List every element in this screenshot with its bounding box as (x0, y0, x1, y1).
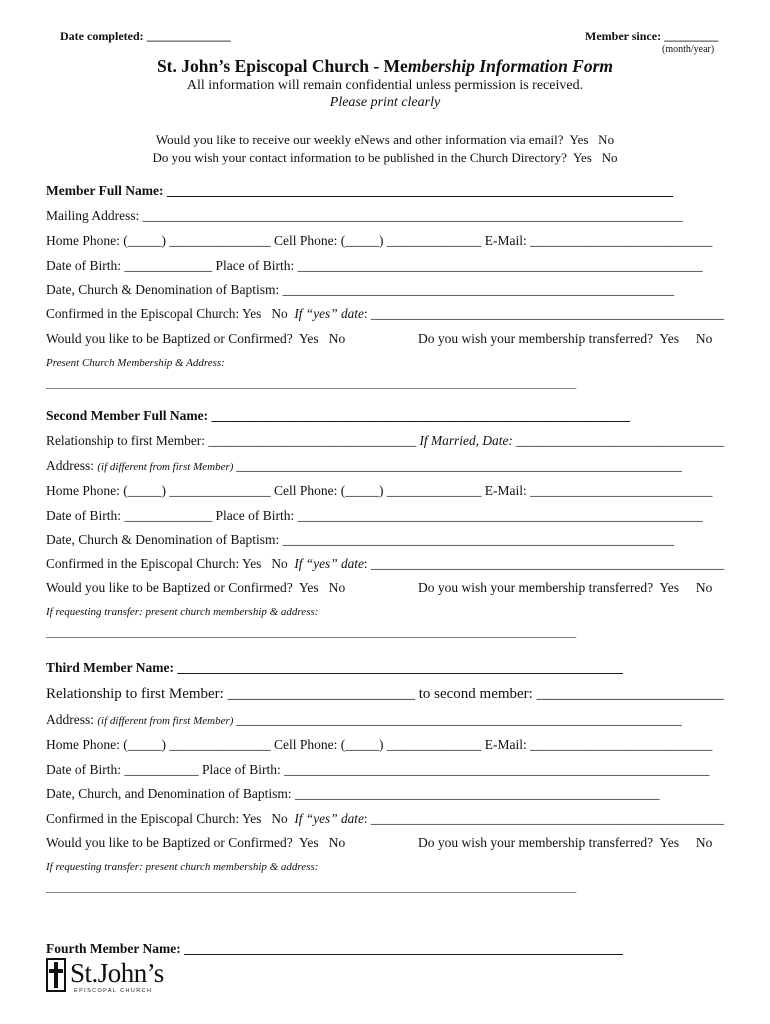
member2-baptized-question[interactable]: Would you like to be Baptized or Confirmed? Yes No (46, 580, 346, 595)
member1-present-church-label: Present Church Membership & Address: (46, 357, 225, 369)
enews-question[interactable]: Would you like to receive our weekly eNews and other information via email? Yes No (155, 132, 615, 147)
member3-relationship-field[interactable]: Relationship to first Member: _________________________ to second member: _________________________ (46, 686, 725, 702)
member1-mailing-address-field[interactable]: Mailing Address: ________________________________________________________________________________ (46, 208, 683, 223)
member1-present-church-line[interactable]: ____________________________________________________________________________________________________ (46, 378, 577, 390)
member1-baptism-field[interactable]: Date, Church & Denomination of Baptism: __________________________________________________________ (46, 282, 675, 297)
member3-present-church-line[interactable]: ____________________________________________________________________________________________________ (46, 882, 577, 894)
member1-baptized-question[interactable]: Would you like to be Baptized or Confirmed? Yes No (46, 331, 346, 346)
member3-baptism-field[interactable]: Date, Church, and Denomination of Baptism: ______________________________________________________ (46, 786, 660, 801)
member2-present-church-line[interactable]: ____________________________________________________________________________________________________ (46, 627, 577, 639)
form-title: St. John’s Episcopal Church - Membership Information Form (156, 56, 614, 76)
member1-confirmed-field[interactable]: Confirmed in the Episcopal Church: Yes No If “yes” date: _____________________________________________________ (46, 306, 725, 321)
member3-confirmed-field[interactable]: Confirmed in the Episcopal Church: Yes No If “yes” date: _____________________________________________________ (46, 811, 725, 826)
member2-address-field[interactable]: Address: (if different from first Member) __________________________________________________________________ (46, 458, 682, 473)
member2-transfer-label: If requesting transfer: present church membership & address: (46, 606, 319, 618)
member2-transfer-question[interactable]: Do you wish your membership transferred? Yes No (418, 580, 713, 595)
member2-confirmed-field[interactable]: Confirmed in the Episcopal Church: Yes No If “yes” date: _____________________________________________________ (46, 556, 725, 571)
member2-relationship-field[interactable]: Relationship to first Member: _______________________________ If Married, Date: _______________________________ (46, 433, 724, 448)
member3-full-name-field[interactable]: Third Member Name: __________________________________________________________________ (46, 660, 623, 675)
logo-wordmark: St.John’s (70, 958, 164, 988)
member2-full-name-field[interactable]: Second Member Full Name: ______________________________________________________________ (46, 408, 630, 423)
logo-subtitle: EPISCOPAL CHURCH (74, 988, 153, 994)
member2-birth-field[interactable]: Date of Birth: _____________ Place of Birth: ____________________________________________________________ (46, 508, 703, 523)
member3-baptized-question[interactable]: Would you like to be Baptized or Confirmed? Yes No (46, 835, 346, 850)
member1-phones-field[interactable]: Home Phone: (_____) _______________ Cell Phone: (_____) ______________ E-Mail: ___________________________ (46, 233, 713, 248)
member2-phones-field[interactable]: Home Phone: (_____) _______________ Cell Phone: (_____) ______________ E-Mail: ___________________________ (46, 483, 713, 498)
member2-baptism-field[interactable]: Date, Church & Denomination of Baptism: __________________________________________________________ (46, 532, 675, 547)
member3-transfer-label: If requesting transfer: present church membership & address: (46, 861, 319, 873)
member1-full-name-field[interactable]: Member Full Name: ___________________________________________________________________________ (46, 183, 674, 198)
member3-phones-field[interactable]: Home Phone: (_____) _______________ Cell Phone: (_____) ______________ E-Mail: ___________________________ (46, 737, 713, 752)
confidentiality-note: All information will remain confidential unless permission is received. (186, 78, 584, 93)
print-clearly-note: Please print clearly (329, 95, 441, 110)
member1-transfer-question[interactable]: Do you wish your membership transferred? Yes No (418, 331, 713, 346)
cross-icon (46, 958, 66, 992)
member1-birth-field[interactable]: Date of Birth: _____________ Place of Birth: ____________________________________________________________ (46, 258, 703, 273)
month-year-hint: (month/year) (662, 44, 715, 55)
member4-full-name-field[interactable]: Fourth Member Name: _________________________________________________________________ (46, 941, 623, 956)
member3-address-field[interactable]: Address: (if different from first Member) __________________________________________________________________ (46, 712, 682, 727)
member3-transfer-question[interactable]: Do you wish your membership transferred? Yes No (418, 835, 713, 850)
church-logo (46, 958, 186, 998)
member-since-field[interactable]: Member since: _________ (585, 29, 719, 43)
directory-question[interactable]: Do you wish your contact information to be published in the Church Directory? Yes No (152, 150, 618, 165)
date-completed-field[interactable]: Date completed: ______________ (60, 29, 231, 43)
member3-birth-field[interactable]: Date of Birth: ___________ Place of Birth: _______________________________________________________________ (46, 762, 710, 777)
